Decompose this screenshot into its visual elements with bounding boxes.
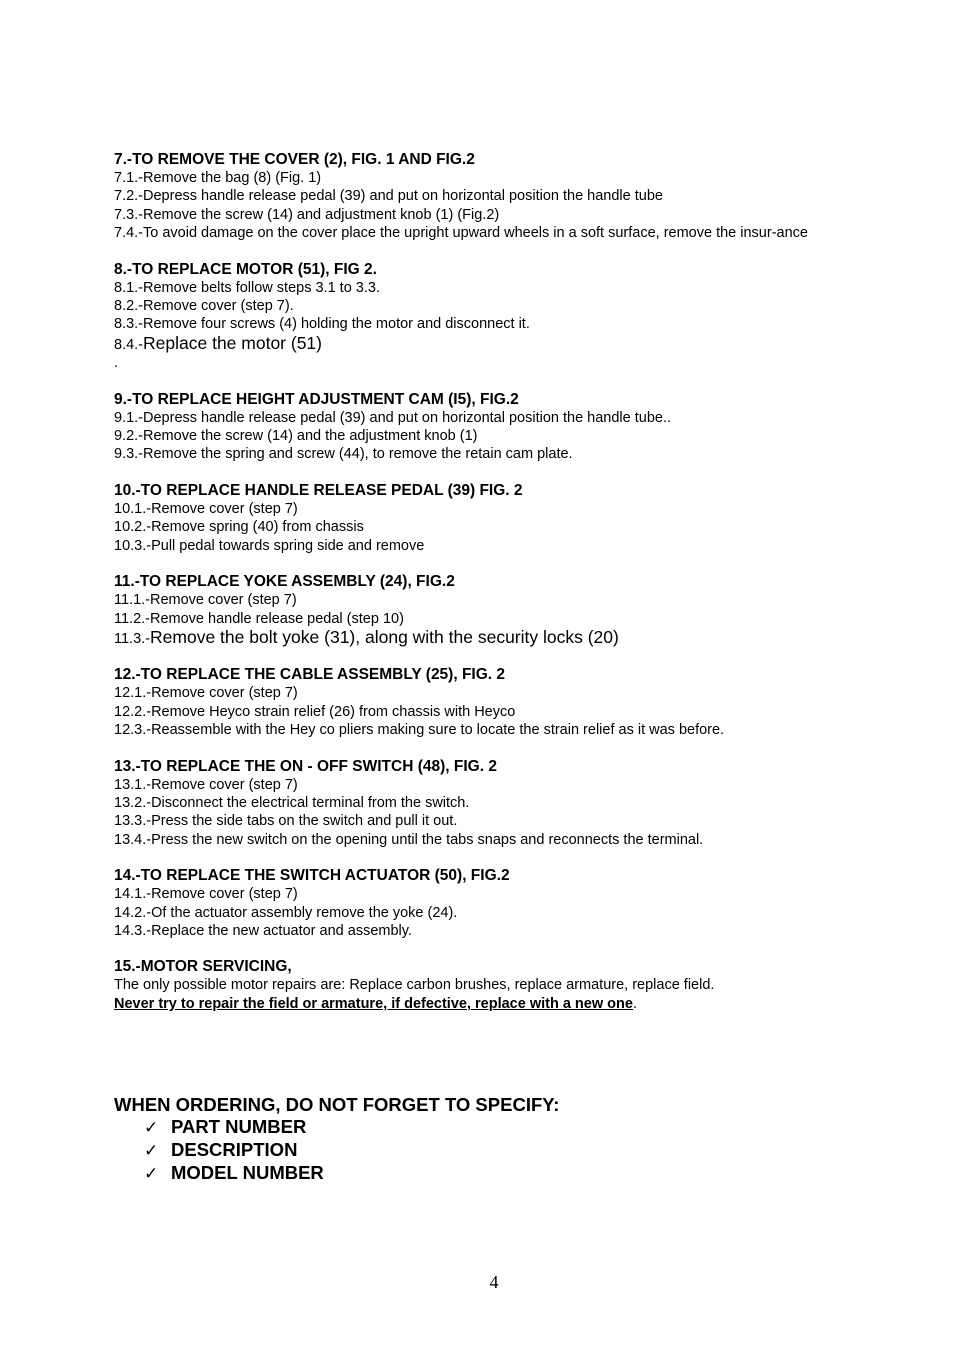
section-15 [114, 957, 879, 1013]
step-7-3: 7.3.-Remove the screw (14) and adjustment knob (1) (Fig.2) [114, 206, 500, 223]
step-8-4-number: 8.4.- [114, 336, 144, 353]
motor-warning-period: . [632, 995, 637, 1012]
step-10-1: 10.1.-Remove cover (step 7) [114, 500, 298, 517]
section-12 [114, 665, 879, 739]
checklist-item [144, 1139, 559, 1162]
step-13-4: 13.4.-Press the new switch on the opening until the tabs snaps and reconnects the terminal. [114, 831, 704, 848]
document-body [114, 150, 879, 1013]
motor-warning [114, 995, 879, 1013]
step-11-3-text: Remove the bolt yoke (31), along with the security locks (20) [150, 626, 619, 647]
checklist-item-label: DESCRIPTION [171, 1139, 298, 1160]
step-8-4-text: Replace the motor (51) [143, 332, 322, 353]
section-13-title: 13.-TO REPLACE THE ON - OFF SWITCH (48), FIG. 2 [114, 757, 497, 775]
page-number: 4 [489, 1272, 499, 1292]
section-14-title: 14.-TO REPLACE THE SWITCH ACTUATOR (50), FIG.2 [114, 867, 510, 885]
section-12-title: 12.-TO REPLACE THE CABLE ASSEMBLY (25), FIG. 2 [114, 666, 506, 684]
step-12-2: 12.2.-Remove Heyco strain relief (26) from chassis with Heyco [114, 703, 516, 720]
section-15-title: 15.-MOTOR SERVICING, [114, 958, 292, 976]
checklist-item [144, 1162, 559, 1185]
step-10-2: 10.2.-Remove spring (40) from chassis [114, 519, 364, 536]
step-11-3-number: 11.3.- [114, 630, 151, 647]
step-8-2: 8.2.-Remove cover (step 7). [114, 298, 294, 315]
section-8 [114, 260, 879, 373]
step-9-3: 9.3.-Remove the spring and screw (44), to remove the retain cam plate. [114, 446, 573, 463]
step-7-2: 7.2.-Depress handle release pedal (39) and put on horizontal position the handle tube [114, 188, 663, 205]
section-9-title: 9.-TO REPLACE HEIGHT ADJUSTMENT CAM (I5), FIG.2 [114, 390, 519, 408]
checkmark-icon: ✓ [144, 1164, 159, 1184]
step-11-2: 11.2.-Remove handle release pedal (step 10) [114, 610, 404, 627]
step-12-3: 12.3.-Reassemble with the Hey co pliers making sure to locate the strain relief as it was before. [114, 722, 725, 739]
step-14-1: 14.1.-Remove cover (step 7) [114, 886, 298, 903]
step-11-1: 11.1.-Remove cover (step 7) [114, 592, 297, 609]
stray-period: . [114, 355, 119, 372]
step-7-1: 7.1.-Remove the bag (8) (Fig. 1) [114, 170, 322, 186]
section-10-title: 10.-TO REPLACE HANDLE RELEASE PEDAL (39) FIG. 2 [114, 481, 523, 499]
section-8-title: 8.-TO REPLACE MOTOR (51), FIG 2. [114, 260, 377, 278]
ordering-checklist [114, 1116, 559, 1185]
checklist-item [144, 1116, 559, 1139]
step-13-2: 13.2.-Disconnect the electrical terminal from the switch. [114, 794, 470, 811]
ordering-title: WHEN ORDERING, DO NOT FORGET TO SPECIFY: [114, 1094, 560, 1115]
motor-repairs-note: The only possible motor repairs are: Replace carbon brushes, replace armature, replace field. [114, 977, 715, 994]
checkmark-icon: ✓ [144, 1141, 159, 1161]
motor-warning-text: Never try to repair the field or armature, if defective, replace with a new one [114, 995, 633, 1012]
step-13-3: 13.3.-Press the side tabs on the switch and pull it out. [114, 813, 458, 830]
checklist-item-label: MODEL NUMBER [171, 1162, 324, 1183]
section-7 [114, 150, 879, 243]
step-13-1: 13.1.-Remove cover (step 7) [114, 776, 298, 793]
section-13 [114, 757, 879, 850]
step-8-1: 8.1.-Remove belts follow steps 3.1 to 3.3. [114, 279, 380, 296]
step-14-3: 14.3.-Replace the new actuator and assembly. [114, 922, 412, 939]
step-7-4: 7.4.-To avoid damage on the cover place the upright upward wheels in a soft surface, remove the insur-ance [114, 225, 808, 242]
section-14 [114, 866, 879, 940]
step-9-1: 9.1.-Depress handle release pedal (39) and put on horizontal position the handle tube.. [114, 409, 672, 426]
section-11 [114, 572, 879, 648]
step-14-2: 14.2.-Of the actuator assembly remove the yoke (24). [114, 904, 458, 921]
section-11-title: 11.-TO REPLACE YOKE ASSEMBLY (24), FIG.2 [114, 573, 455, 591]
section-9 [114, 390, 879, 464]
step-9-2: 9.2.-Remove the screw (14) and the adjustment knob (1) [114, 428, 478, 445]
section-10 [114, 481, 879, 555]
checkmark-icon: ✓ [144, 1118, 159, 1138]
step-11-3 [114, 628, 879, 648]
ordering-notice [114, 1094, 559, 1185]
step-8-4 [114, 334, 879, 354]
step-12-1: 12.1.-Remove cover (step 7) [114, 685, 298, 702]
checklist-item-label: PART NUMBER [171, 1116, 307, 1137]
step-10-3: 10.3.-Pull pedal towards spring side and remove [114, 537, 425, 554]
step-8-3: 8.3.-Remove four screws (4) holding the motor and disconnect it. [114, 316, 530, 333]
section-7-title: 7.-TO REMOVE THE COVER (2), FIG. 1 AND FIG.2 [114, 151, 475, 168]
